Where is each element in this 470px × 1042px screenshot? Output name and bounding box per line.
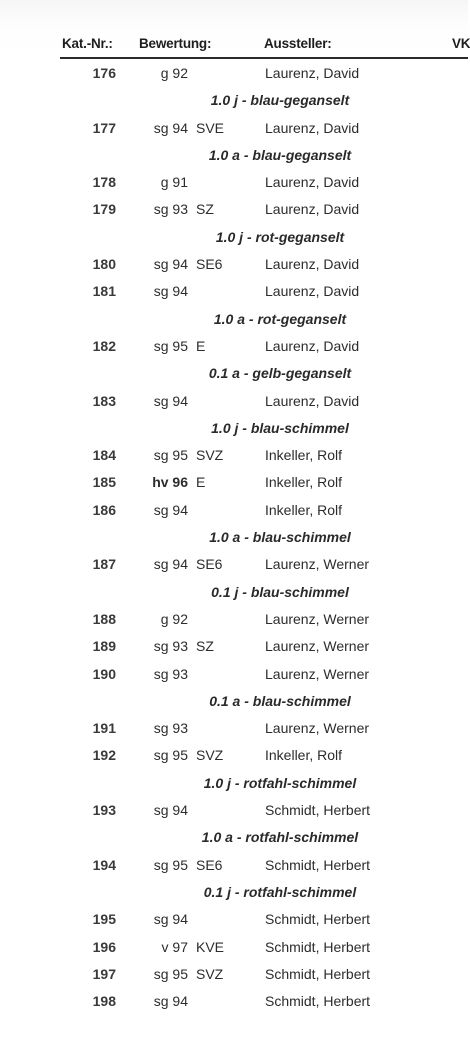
table-row <box>0 60 468 87</box>
catalog-number: 187 <box>92 556 116 573</box>
rating: sg 95 <box>153 965 188 982</box>
header-rule <box>60 57 468 59</box>
rating: g 92 <box>160 65 188 81</box>
exhibitor-name: Laurenz, David <box>265 392 360 409</box>
header-vk: VK <box>452 36 470 51</box>
exhibitor-name: Schmidt, Herbert <box>265 965 371 982</box>
exhibitor-name: Inkeller, Rolf <box>265 447 343 464</box>
catalog-number: 186 <box>92 501 116 518</box>
catalog-number: 188 <box>92 610 116 627</box>
award-title: SE6 <box>196 256 223 273</box>
award-title: E <box>196 474 206 491</box>
award-title: SZ <box>196 201 214 218</box>
rating: sg 94 <box>153 501 188 518</box>
exhibitor-name: Laurenz, Werner <box>265 720 370 737</box>
class-heading <box>0 524 468 551</box>
class-heading-label: 1.0 a - blau-schimmel <box>209 529 351 546</box>
class-heading <box>0 142 468 169</box>
table-row <box>0 442 468 469</box>
table-row <box>0 961 468 988</box>
catalog-number: 194 <box>92 856 116 873</box>
exhibitor-name: Schmidt, Herbert <box>265 856 371 873</box>
exhibitor-name: Inkeller, Rolf <box>265 501 343 518</box>
exhibitor-name: Laurenz, David <box>265 174 360 191</box>
catalog-number: 195 <box>92 911 116 928</box>
exhibitor-name: Laurenz, Werner <box>265 556 370 573</box>
award-title: SE6 <box>196 556 223 573</box>
class-heading <box>0 688 468 715</box>
table-row <box>0 497 468 524</box>
catalog-number: 190 <box>92 665 116 682</box>
exhibitor-name: Laurenz, Werner <box>265 610 370 627</box>
exhibitor-name: Laurenz, David <box>265 119 360 136</box>
exhibitor-name: Inkeller, Rolf <box>265 747 343 764</box>
table-row <box>0 469 468 496</box>
rating: sg 93 <box>153 720 188 737</box>
catalog-number: 182 <box>92 337 116 354</box>
class-heading-label: 0.1 j - blau-schimmel <box>211 583 349 600</box>
rating: sg 94 <box>153 392 188 409</box>
catalog-number: 178 <box>92 174 116 191</box>
award-title: SVE <box>196 119 225 136</box>
class-heading <box>0 824 468 851</box>
class-heading <box>0 87 468 114</box>
catalog-number: 179 <box>92 201 116 218</box>
exhibitor-name: Schmidt, Herbert <box>265 938 371 955</box>
table-row <box>0 742 468 769</box>
exhibitor-name: Laurenz, David <box>265 283 360 300</box>
rating: v 97 <box>161 938 188 955</box>
catalog-number: 189 <box>92 638 116 655</box>
rating: sg 95 <box>153 337 188 354</box>
catalog-number: 180 <box>92 256 116 273</box>
table-row <box>0 196 468 223</box>
catalog-number: 191 <box>92 720 116 737</box>
class-heading <box>0 879 468 906</box>
table-row <box>0 606 468 633</box>
rating: sg 94 <box>153 283 188 300</box>
catalog-number: 177 <box>92 119 116 136</box>
exhibitor-name: Schmidt, Herbert <box>265 993 371 1010</box>
table-row <box>0 633 468 660</box>
class-heading-label: 1.0 j - rot-geganselt <box>215 228 345 245</box>
table-row <box>0 333 468 360</box>
exhibitor-name: Inkeller, Rolf <box>265 474 343 491</box>
class-heading-label: 1.0 j - blau-geganselt <box>210 92 350 109</box>
class-heading <box>0 770 468 797</box>
table-row <box>0 661 468 688</box>
table-row <box>0 251 468 278</box>
header-aussteller: Aussteller: <box>264 36 332 51</box>
class-heading <box>0 415 468 442</box>
rating: g 91 <box>160 174 188 191</box>
award-title: KVE <box>196 938 225 955</box>
exhibitor-name: Laurenz, David <box>265 256 360 273</box>
catalog-number: 183 <box>92 392 116 409</box>
catalog-number: 176 <box>92 65 116 81</box>
class-heading-label: 0.1 a - blau-schimmel <box>209 692 351 709</box>
award-title: E <box>196 337 206 354</box>
exhibitor-name: Laurenz, David <box>265 337 360 354</box>
rating: sg 95 <box>153 447 188 464</box>
exhibitor-name: Laurenz, David <box>265 65 360 81</box>
rating: hv 96 <box>152 474 188 491</box>
rating: sg 94 <box>153 911 188 928</box>
class-heading-label: 1.0 j - blau-schimmel <box>211 419 349 436</box>
rating: sg 94 <box>153 802 188 819</box>
header-bewertung: Bewertung: <box>139 36 212 51</box>
class-heading <box>0 306 468 333</box>
exhibitor-name: Schmidt, Herbert <box>265 802 371 819</box>
catalog-number: 181 <box>92 283 116 300</box>
award-title: SZ <box>196 638 214 655</box>
rating: sg 95 <box>153 856 188 873</box>
award-title: SVZ <box>196 447 224 464</box>
class-heading-label: 1.0 a - rotfahl-schimmel <box>201 829 359 846</box>
table-row <box>0 988 468 1015</box>
exhibitor-name: Schmidt, Herbert <box>265 911 371 928</box>
catalog-number: 197 <box>92 965 116 982</box>
class-heading-label: 1.0 a - blau-geganselt <box>208 146 352 163</box>
rating: sg 94 <box>153 556 188 573</box>
catalog-number: 192 <box>92 747 116 764</box>
class-heading <box>0 579 468 606</box>
award-title: SVZ <box>196 965 224 982</box>
table-row <box>0 852 468 879</box>
class-heading-label: 0.1 a - gelb-geganselt <box>208 365 352 382</box>
table-row <box>0 934 468 961</box>
class-heading-label: 1.0 j - rotfahl-schimmel <box>203 774 357 791</box>
catalog-number: 198 <box>92 993 116 1010</box>
table-row <box>0 169 468 196</box>
exhibitor-name: Laurenz, Werner <box>265 638 370 655</box>
class-heading <box>0 360 468 387</box>
results-table <box>0 60 468 1015</box>
rating: sg 94 <box>153 119 188 136</box>
rating: sg 93 <box>153 201 188 218</box>
header-katalog-nummer: Kat.-Nr.: <box>62 36 113 51</box>
table-row <box>0 551 468 578</box>
table-row <box>0 115 468 142</box>
award-title: SVZ <box>196 747 224 764</box>
catalog-number: 184 <box>92 447 116 464</box>
rating: sg 94 <box>153 993 188 1010</box>
table-row <box>0 388 468 415</box>
award-title: SE6 <box>196 856 223 873</box>
rating: sg 95 <box>153 747 188 764</box>
class-heading-label: 0.1 j - rotfahl-schimmel <box>203 883 357 900</box>
exhibitor-name: Laurenz, Werner <box>265 665 370 682</box>
table-row <box>0 278 468 305</box>
class-heading <box>0 224 468 251</box>
table-row <box>0 906 468 933</box>
table-header <box>60 36 468 56</box>
rating: g 92 <box>160 610 188 627</box>
rating: sg 93 <box>153 638 188 655</box>
catalog-number: 193 <box>92 802 116 819</box>
rating: sg 94 <box>153 256 188 273</box>
table-row <box>0 797 468 824</box>
catalog-number: 185 <box>92 474 116 491</box>
rating: sg 93 <box>153 665 188 682</box>
table-row <box>0 715 468 742</box>
exhibitor-name: Laurenz, David <box>265 201 360 218</box>
class-heading-label: 1.0 a - rot-geganselt <box>213 310 347 327</box>
catalog-number: 196 <box>92 938 116 955</box>
